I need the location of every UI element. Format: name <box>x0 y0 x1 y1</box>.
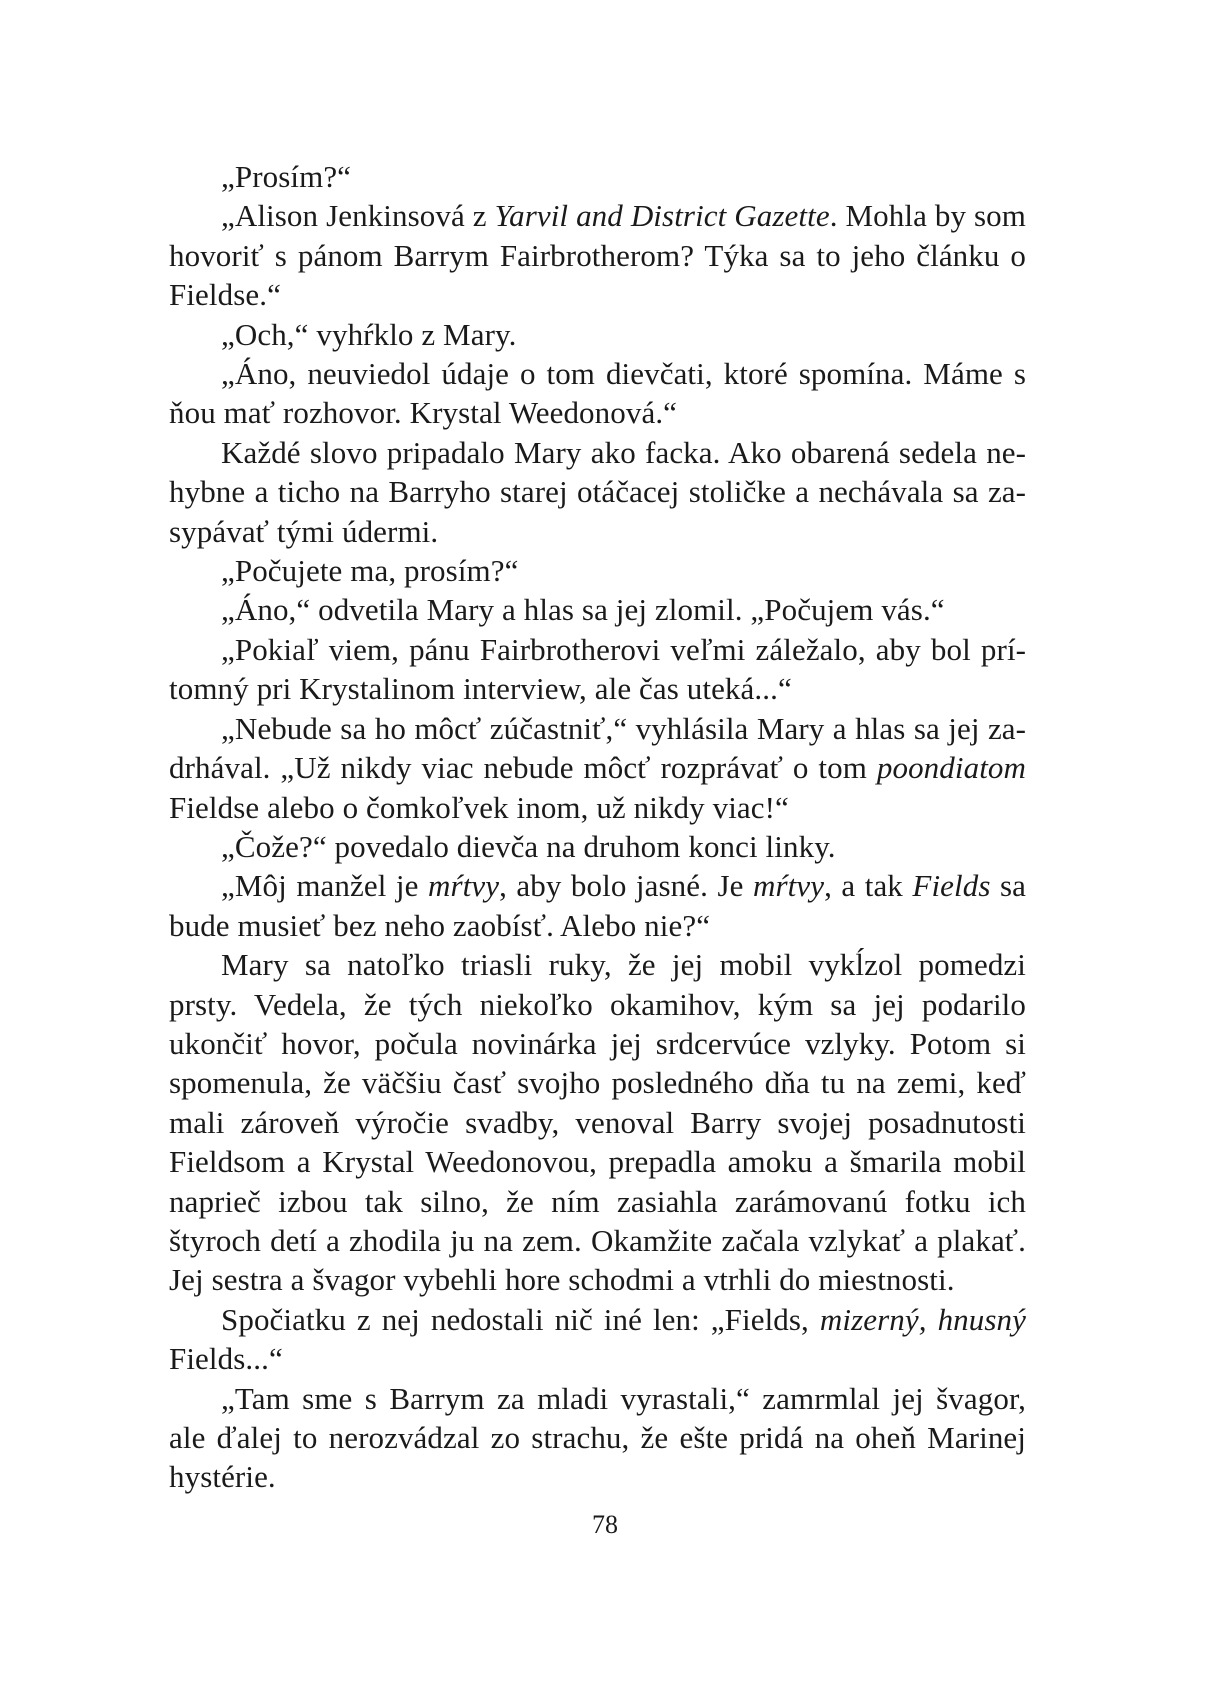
paragraph: „Tam sme s Barrym za mladi vyrastali,“ zamrmlal jej švagor, ale ďalej to nerozvádzal zo strachu, že ešte pridá na oheň Marinej hystérie. <box>169 1380 1026 1495</box>
page-body <box>169 157 1026 1497</box>
paragraph: Každé slovo pripadalo Mary ako facka. Ako obarená sedela nehybne a ticho na Barryho starej otáčacej stoličke a nechávala sa zasypávať tými údermi. <box>169 434 1026 549</box>
paragraph: Mary sa natoľko triasli ruky, že jej mobil vykĺzol pomedzi prsty. Vedela, že tých niekoľko okamihov, kým sa jej podarilo ukončiť hovor, počula novinárka jej srdcervúce vzlyky. Potom si spomenula, že väčšiu časť svojho posledného dňa tu na zemi, keď mali zároveň výročie svadby, venoval Barry svojej posadnutosti Fieldsom a Krystal Weedonovou, prepadla amoku a šmarila mobil naprieč izbou tak silno, že ním zasiahla zarámovanú fotku ich štyroch detí a zhodila ju na zem. Okamžite začala vzlykať a plakať. Jej sestra a švagor vybehli hore schodmi a vtrhli do miestnosti. <box>169 947 1026 1298</box>
paragraph: „Môj manžel je mŕtvy, aby bolo jasné. Je mŕtvy, a tak Fields sa bude musieť bez neho zaobísť. Alebo nie?“ <box>169 868 1027 943</box>
paragraph: „Pokiaľ viem, pánu Fairbrotherovi veľmi záležalo, aby bol prítomný pri Krystalinom interview, ale čas uteká...“ <box>169 631 1026 707</box>
italic-text: Fields <box>912 868 991 904</box>
italic-text: mizerný, hnusný <box>819 1301 1026 1337</box>
paragraph: „Áno, neuviedol údaje o tom dievčati, ktoré spomína. Máme s ňou mať rozhovor. Krystal Weedonová.“ <box>169 356 1026 431</box>
paragraph: „Prosím?“ <box>221 159 352 194</box>
paragraph: „Čože?“ povedalo dievča na druhom konci linky. <box>221 828 836 864</box>
paragraph: Spočiatku z nej nedostali nič iné len: „Fields, mizerný, hnusný Fields...“ <box>169 1301 1026 1377</box>
paragraph: „Áno,“ odvetila Mary a hlas sa jej zlomil. „Počujem vás.“ <box>221 592 945 628</box>
page-number: 78 <box>592 1510 618 1539</box>
paragraph: „Alison Jenkinsová z Yarvil and District Gazette. Mohla by som hovoriť s pánom Barrym Fairbrotherom? Týka sa to jeho článku o Fieldse.“ <box>169 198 1026 313</box>
italic-text: poondiatom <box>876 750 1026 786</box>
paragraph: „Nebude sa ho môcť zúčastniť,“ vyhlásila Mary a hlas sa jej zadrhával. „Už nikdy viac nebude môcť rozprávať o tom poondiatom Fieldse alebo o čomkoľvek inom, už nikdy viac!“ <box>169 710 1026 825</box>
paragraph: „Počujete ma, prosím?“ <box>221 553 519 589</box>
italic-text: mŕtvy <box>752 868 825 904</box>
italic-text: mŕtvy <box>427 868 500 904</box>
italic-text: Yarvil and District Gazette <box>494 198 830 234</box>
paragraph: „Och,“ vyhŕklo z Mary. <box>221 316 517 352</box>
